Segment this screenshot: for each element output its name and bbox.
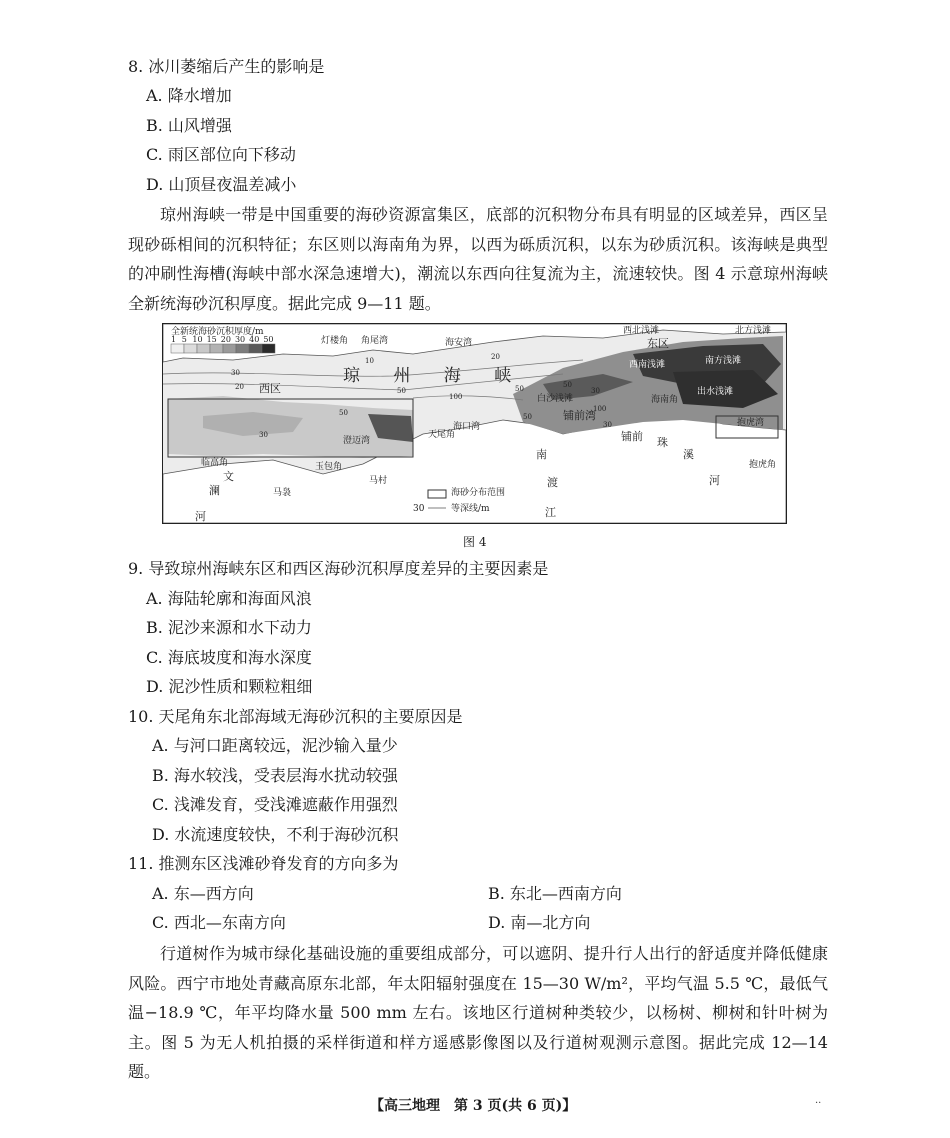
legend-contour-label: 等深线/m — [451, 504, 490, 514]
q8-stem: 8. 冰川萎缩后产生的影响是 — [128, 57, 325, 76]
label-chushui: 出水浅滩 — [697, 387, 734, 397]
legend-title: 全新统海砂沉积厚度/m — [171, 327, 264, 337]
label-jiaowei: 角尾湾 — [361, 336, 389, 346]
depth-label: 10 — [365, 357, 374, 365]
label-chengmai: 澄迈湾 — [343, 436, 371, 446]
q9-option-c: C. 海底坡度和海水深度 — [146, 648, 312, 667]
q11-option-a: A. 东—西方向 — [152, 884, 254, 903]
label-haikou: 海口湾 — [453, 422, 481, 432]
label-nan: 南 — [536, 448, 547, 461]
label-yubao: 玉包角 — [315, 462, 343, 472]
stray-mark: ·· — [815, 1098, 822, 1109]
q8-option-d: D. 山顶昼夜温差减小 — [146, 175, 297, 194]
q10-stem: 10. 天尾角东北部海域无海砂沉积的主要原因是 — [128, 707, 463, 726]
page-footer: 【高三地理 第 3 页(共 6 页)】 — [370, 1098, 577, 1114]
label-macun: 马村 — [369, 476, 388, 486]
figure-4-map — [162, 323, 787, 524]
depth-label: 50 — [515, 385, 524, 393]
depth-label: 50 — [523, 413, 532, 421]
depth-label: 50 — [339, 409, 348, 417]
label-nanfang: 南方浅滩 — [705, 356, 742, 366]
label-wen: 文 — [223, 470, 234, 483]
depth-label: 30 — [603, 421, 612, 429]
label-he-east: 河 — [709, 474, 720, 487]
label-denglou: 灯楼角 — [321, 336, 349, 346]
label-baoshu: 抱虎湾 — [737, 418, 765, 428]
label-jiang: 江 — [545, 506, 556, 519]
label-tianwei: 天尾角 — [428, 430, 456, 440]
legend-contour-value: 30 — [413, 504, 425, 514]
q9-option-d: D. 泥沙性质和颗粒粗细 — [146, 677, 313, 696]
q11-stem: 11. 推测东区浅滩砂脊发育的方向多为 — [128, 854, 399, 873]
q11-option-b: B. 东北—西南方向 — [488, 884, 622, 903]
depth-label: 30 — [259, 431, 268, 439]
label-dongqu: 东区 — [647, 337, 669, 350]
passage-xining-trees: 行道树作为城市绿化基础设施的重要组成部分，可以遮阴、提升行人出行的舒适度并降低健康风险。西宁市地处青藏高原东北部，年太阳辐射强度在 15—30 W/m²，平均气温 5.5 ℃，最低气温−18.9 ℃，年平均降水量 500 mm 左右。该地区行道树种类较少，以杨树、柳树和针叶树为主。图 5 为无人机拍摄的采样街道和样方遥感影像图以及行道树观测示意图。据此完成 12—14 题。 — [128, 944, 828, 1081]
q9-option-a: A. 海陆轮廓和海面风浪 — [146, 589, 312, 608]
q10-option-a: A. 与河口距离较远，泥沙输入量少 — [152, 736, 398, 755]
depth-label: 50 — [397, 387, 406, 395]
q8-option-b: B. 山风增强 — [146, 116, 232, 135]
label-du: 渡 — [547, 476, 558, 489]
q10-option-d: D. 水流速度较快，不利于海砂沉积 — [152, 825, 399, 844]
legend-ticks: 1 5 10 15 20 30 40 50 — [171, 335, 274, 344]
q11-option-d: D. 南—北方向 — [488, 913, 591, 932]
label-haian: 海安湾 — [445, 338, 473, 348]
label-zhu: 珠 — [657, 436, 668, 449]
depth-label: 50 — [563, 381, 572, 389]
q9-stem: 9. 导致琼州海峡东区和西区海砂沉积厚度差异的主要因素是 — [128, 559, 549, 578]
q8-option-a: A. 降水增加 — [146, 86, 232, 105]
passage-qiongzhou: 琼州海峡一带是中国重要的海砂资源富集区，底部的沉积物分布具有明显的区域差异，西区呈现砂砾相间的沉积特征；东区则以海南角为界，以西为砾质沉积，以东为砂质沉积。该海峡是典型的冲刷性海槽(海峡中部水深急速增大)，潮流以东西向往复流为主，流速较快。图 4 示意琼州海峡全新统海砂沉积厚度。据此完成 9—11 题。 — [128, 205, 828, 313]
label-haiyan-jiao: 海南角 — [651, 395, 679, 405]
q9-option-b: B. 泥沙来源和水下动力 — [146, 618, 312, 637]
label-puqian: 铺前 — [621, 430, 643, 443]
depth-label: 30 — [591, 387, 600, 395]
q10-option-b: B. 海水较浅，受表层海水扰动较强 — [152, 766, 398, 785]
label-lan: 澜 — [209, 484, 220, 497]
depth-label: 30 — [231, 369, 240, 377]
legend-area-label: 海砂分布范围 — [451, 488, 506, 498]
label-xi: 溪 — [683, 448, 694, 461]
label-xinan: 西南浅滩 — [629, 360, 666, 370]
label-baisha: 白沙浅滩 — [537, 394, 574, 404]
label-xibei: 西北浅滩 — [623, 326, 660, 336]
label-baihu-jiao: 抱虎角 — [749, 460, 777, 470]
depth-label: 20 — [491, 353, 500, 361]
figure-4-caption: 图 4 — [463, 535, 487, 549]
depth-label: 20 — [235, 383, 244, 391]
label-mayou: 马袅 — [273, 488, 292, 498]
strait-name: 琼 州 海 峡 — [343, 366, 526, 386]
label-xiqu: 西区 — [259, 382, 281, 395]
label-lingao: 临高角 — [201, 458, 229, 468]
depth-label: 100 — [593, 405, 607, 413]
label-beifang: 北方浅滩 — [735, 326, 772, 336]
label-puqian-wan: 铺前湾 — [563, 409, 596, 422]
q11-option-c: C. 西北—东南方向 — [152, 913, 286, 932]
label-he-west: 河 — [195, 510, 206, 523]
depth-label: 100 — [449, 393, 463, 401]
legend-bar — [171, 344, 275, 353]
q8-option-c: C. 雨区部位向下移动 — [146, 145, 296, 164]
q10-option-c: C. 浅滩发育，受浅滩遮蔽作用强烈 — [152, 795, 398, 814]
